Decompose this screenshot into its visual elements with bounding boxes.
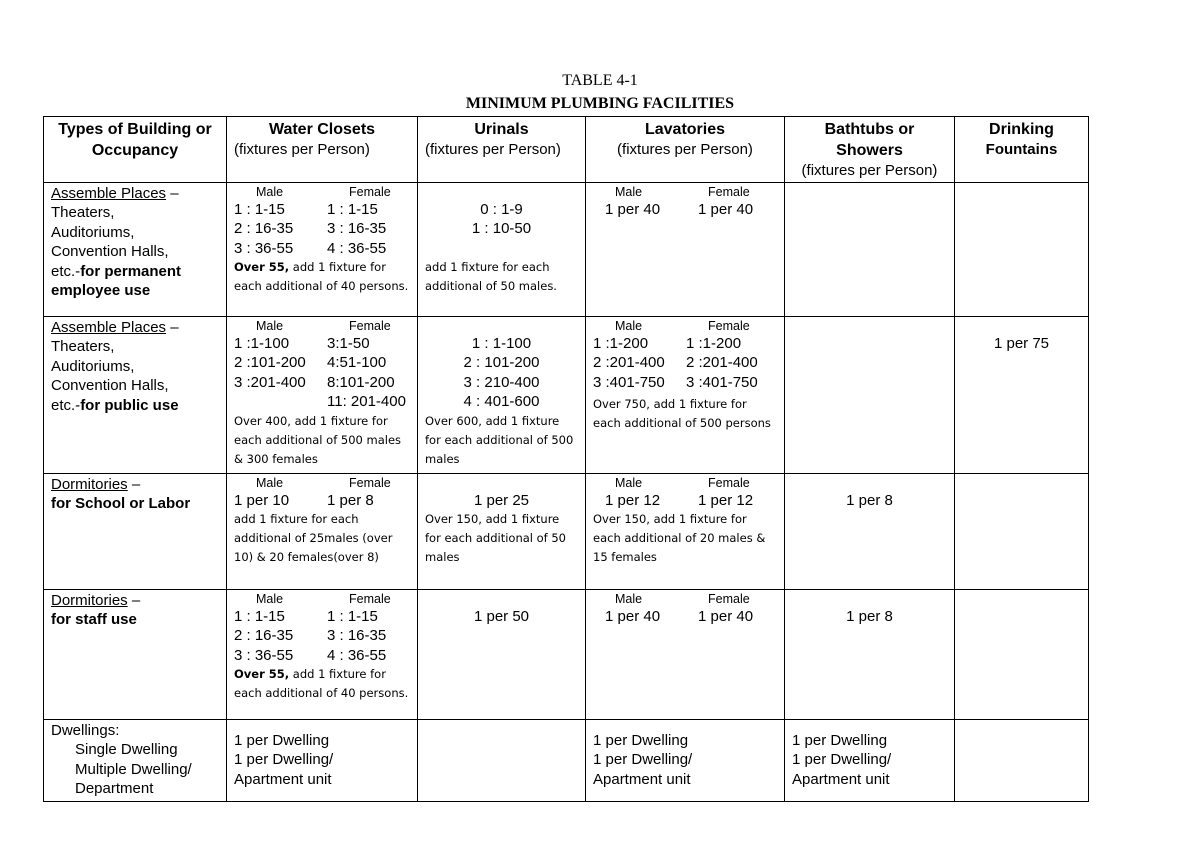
male-value: 1 :1-100 [234, 334, 290, 352]
bath-line: Apartment unit [792, 770, 890, 788]
occupancy-use: for School or Labor [51, 495, 191, 512]
urinal-note: Over 150, add 1 fixture for each additional of 50 males [425, 512, 566, 564]
lav-line: Apartment unit [593, 770, 691, 788]
water-closets-cell [227, 589, 418, 719]
bath-line: 1 per Dwelling [792, 731, 888, 749]
water-closets-cell [227, 719, 418, 801]
male-value: 1 per 40 [605, 200, 661, 218]
lav-line: 1 per Dwelling [593, 731, 689, 749]
bathtubs-cell [785, 316, 955, 473]
female-value: 1 : 1-15 [327, 200, 378, 218]
water-closets-cell [227, 316, 418, 473]
male-label: Male [256, 184, 284, 199]
urinal-note: add 1 fixture for each additional of 50 males. [425, 259, 557, 293]
value-pair [593, 200, 777, 220]
occupancy-name: Dwellings: [51, 721, 120, 739]
occupancy-name: Dormitories – [51, 591, 141, 609]
female-label: Female [349, 318, 391, 333]
urinals-cell [418, 589, 586, 719]
male-value: 1 per 10 [234, 491, 290, 509]
value-pair [593, 353, 777, 373]
bath-line: 1 per Dwelling/ [792, 751, 892, 768]
female-label: Female [708, 591, 750, 606]
urinals-cell [418, 182, 586, 316]
table-row [44, 719, 1089, 801]
occupancy-type-cell [44, 182, 227, 316]
occupancy-name: Assemble Places – [51, 184, 179, 202]
value-pair [593, 373, 777, 393]
wc-note: Over 55, add 1 fixture for each additional of 40 persons. [234, 667, 409, 700]
female-label: Female [708, 475, 750, 490]
urinal-line: 3 : 210-400 [463, 373, 540, 391]
male-label: Male [615, 475, 643, 490]
male-value: 2 :201-400 [593, 354, 665, 371]
urinals-cell [418, 473, 586, 589]
male-value: 2 : 16-35 [234, 220, 294, 237]
water-closets-cell [227, 473, 418, 589]
female-value: 1 per 8 [327, 491, 374, 509]
occupancy-type-cell [44, 719, 227, 801]
wc-line: Apartment unit [234, 770, 332, 788]
female-value: 1 per 12 [698, 491, 754, 509]
urinal-line: 2 : 101-200 [463, 354, 540, 371]
bathtubs-cell [785, 589, 955, 719]
value-pair [234, 607, 410, 627]
female-label: Female [349, 591, 391, 606]
male-value: 1 : 1-15 [234, 200, 285, 218]
occupancy-line: Theaters, [51, 338, 115, 355]
header-urinals: Urinals (fixtures per Person) [418, 117, 586, 183]
male-value: 2 : 16-35 [234, 627, 294, 644]
water-closets-cell [227, 182, 418, 316]
drinking-cell [955, 316, 1089, 473]
table-row [44, 473, 1089, 589]
drinking-cell [955, 589, 1089, 719]
male-female-labels [593, 184, 777, 200]
occupancy-type-cell [44, 589, 227, 719]
table-title: MINIMUM PLUMBING FACILITIES [465, 95, 735, 112]
table-row [44, 316, 1089, 473]
table-row [44, 589, 1089, 719]
value-pair [234, 200, 410, 220]
wc-note: add 1 fixture for each additional of 25males (over 10) & 20 females(over 8) [234, 512, 393, 564]
female-value: 3 : 16-35 [327, 220, 387, 237]
urinal-line: 1 : 10-50 [471, 220, 532, 237]
lavatories-cell [586, 182, 785, 316]
bath-value: 1 per 8 [846, 491, 893, 509]
plumbing-table [43, 116, 1089, 802]
male-label: Male [256, 591, 284, 606]
drinking-cell [955, 182, 1089, 316]
occupancy-type-cell [44, 473, 227, 589]
female-value: 3 : 16-35 [327, 627, 387, 644]
value-pair [593, 491, 777, 511]
header-bathtubs: Bathtubs or Showers (fixtures per Person) [785, 117, 955, 183]
value-pair [234, 626, 410, 646]
male-female-labels [593, 591, 777, 607]
lavatories-cell [586, 719, 785, 801]
value-pair [234, 219, 410, 239]
header-lavatories: Lavatories (fixtures per Person) [586, 117, 785, 183]
lavatories-cell [586, 473, 785, 589]
urinal-line: 4 : 401-600 [463, 393, 540, 410]
header-row [44, 117, 1089, 183]
female-value: 2 :201-400 [686, 354, 758, 371]
male-value: 2 :101-200 [234, 354, 306, 371]
lavatories-cell [586, 316, 785, 473]
female-value: 4 : 36-55 [327, 239, 387, 257]
male-female-labels [593, 318, 777, 334]
bathtubs-cell [785, 719, 955, 801]
occupancy-line: Convention Halls, [51, 243, 169, 260]
male-value: 1 :1-200 [593, 334, 649, 352]
male-value: 1 : 1-15 [234, 607, 285, 625]
female-value: 8:101-200 [327, 373, 395, 391]
urinals-cell [418, 719, 586, 801]
occupancy-use: etc.-for permanent employee use [51, 262, 182, 299]
header-drinking: Drinking Fountains [955, 117, 1089, 183]
male-female-labels [234, 475, 410, 491]
header-water-closets: Water Closets (fixtures per Person) [227, 117, 418, 183]
female-value: 1 :1-200 [686, 334, 742, 352]
dwelling-type: Department [75, 780, 154, 797]
female-label: Female [349, 184, 391, 199]
value-pair [234, 239, 410, 259]
lav-line: 1 per Dwelling/ [593, 751, 693, 768]
wc-line: 1 per Dwelling [234, 731, 330, 749]
occupancy-line: Theaters, [51, 204, 115, 221]
male-value: 3 :201-400 [234, 373, 306, 391]
drinking-cell [955, 719, 1089, 801]
dwelling-type: Multiple Dwelling/ [75, 760, 192, 778]
occupancy-name: Dormitories – [51, 475, 141, 493]
occupancy-name: Assemble Places – [51, 318, 179, 336]
value-pair [234, 646, 410, 666]
lavatories-cell [586, 589, 785, 719]
male-label: Male [615, 184, 643, 199]
bath-value: 1 per 8 [846, 607, 893, 625]
female-value: 1 : 1-15 [327, 607, 378, 625]
urinal-line: 1 per 25 [473, 491, 530, 509]
female-value: 1 per 40 [698, 200, 754, 218]
urinal-line: 0 : 1-9 [480, 200, 523, 218]
male-value: 1 per 40 [605, 607, 661, 625]
female-value: 3:1-50 [327, 334, 370, 352]
male-value: 3 : 36-55 [234, 239, 294, 257]
dwelling-type: Single Dwelling [75, 741, 178, 758]
urinal-line: 1 per 50 [473, 607, 530, 625]
male-label: Male [256, 475, 284, 490]
female-value: 1 per 40 [698, 607, 754, 625]
male-label: Male [256, 318, 284, 333]
header-types: Types of Building or Occupancy [44, 117, 227, 183]
female-label: Female [349, 475, 391, 490]
male-label: Male [615, 591, 643, 606]
wc-note: Over 400, add 1 fixture for each additional of 500 males & 300 females [234, 413, 402, 466]
female-value: 3 :401-750 [686, 373, 758, 391]
female-value: 4 : 36-55 [327, 646, 387, 664]
occupancy-use: for staff use [51, 611, 137, 628]
male-female-labels [234, 318, 410, 334]
bathtubs-cell [785, 473, 955, 589]
male-value: 3 :401-750 [593, 373, 665, 391]
table-number: TABLE 4-1 [562, 72, 638, 89]
female-value: 11: 201-400 [327, 393, 406, 410]
male-female-labels [234, 591, 410, 607]
table-row [44, 182, 1089, 316]
bathtubs-cell [785, 182, 955, 316]
value-pair [234, 491, 410, 511]
female-label: Female [708, 318, 750, 333]
value-pair [593, 334, 777, 354]
male-value: 1 per 12 [605, 491, 661, 509]
lav-note: Over 750, add 1 fixture for each additional of 500 persons [593, 397, 771, 430]
occupancy-type-cell [44, 316, 227, 473]
value-pair [234, 373, 410, 393]
wc-line: 1 per Dwelling/ [234, 751, 334, 768]
male-label: Male [615, 318, 643, 333]
urinals-cell [418, 316, 586, 473]
occupancy-line: Convention Halls, [51, 377, 169, 394]
male-value: 3 : 36-55 [234, 646, 294, 664]
urinal-note: Over 600, add 1 fixture for each additional of 500 males [425, 413, 574, 466]
occupancy-line: Auditoriums, [51, 357, 135, 375]
female-label: Female [708, 184, 750, 199]
occupancy-line: Auditoriums, [51, 223, 135, 241]
drinking-cell [955, 473, 1089, 589]
value-pair [593, 607, 777, 627]
female-value: 4:51-100 [327, 354, 387, 371]
value-pair [234, 334, 410, 354]
value-pair [234, 353, 410, 373]
lav-note: Over 150, add 1 fixture for each additional of 20 males & 15 females [593, 512, 766, 564]
urinal-line: 1 : 1-100 [471, 334, 532, 352]
male-female-labels [234, 184, 410, 200]
value-pair [234, 392, 410, 412]
occupancy-use: etc.-for public use [51, 396, 179, 414]
male-female-labels [593, 475, 777, 491]
wc-note: Over 55, add 1 fixture for each additional of 40 persons. [234, 260, 409, 293]
drink-value: 1 per 75 [993, 334, 1050, 352]
